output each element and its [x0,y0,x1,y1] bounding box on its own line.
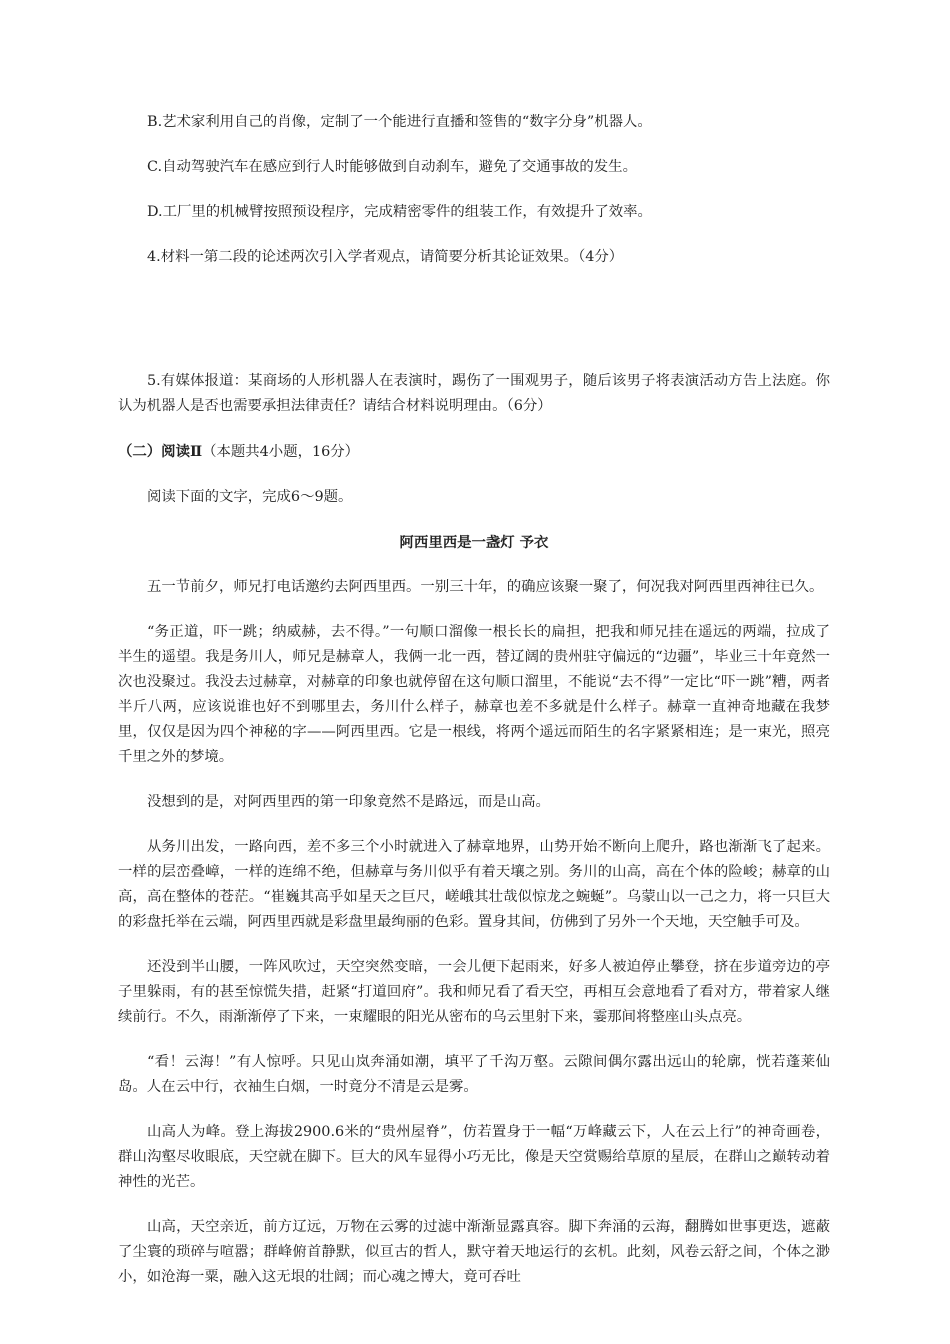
section-note: （本题共4小题，16分） [202,444,360,460]
section-title: （二）阅读Ⅱ [118,443,203,460]
section-heading [118,439,830,465]
article-paragraph: 五一节前夕，师兄打电话邀约去阿西里西。一别三十年，的确应该聚一聚了，何况我对阿西里西神往已久。 [147,579,824,595]
article-paragraph: “看！云海！”有人惊呼。只见山岚奔涌如潮，填平了千沟万壑。云隙间偶尔露出远山的轮廓，恍若蓬莱仙岛。人在云中行，衣袖生白烟，一时竟分不清是云是雾。 [118,1054,830,1095]
answer-space [118,290,830,369]
document-page [118,110,830,1310]
article-paragraph: 还没到半山腰，一阵风吹过，天空突然变暗，一会儿便下起雨来，好多人被迫停止攀登，挤在步道旁边的亭子里躲雨，有的甚至惊慌失措，赶紧“打道回府”。我和师兄看了看天空，再相互会意地看了看对方，带着家人继续前行。不久，雨渐渐停了下来，一束耀眼的阳光从密布的乌云里射下来，霎那间将整座山头点亮。 [118,959,830,1025]
article-paragraph: 山高，天空亲近，前方辽远，万物在云雾的过滤中渐渐显露真容。脚下奔涌的云海，翻腾如世事更迭，遮蔽了尘寰的琐碎与喧嚣；群峰俯首静默，似亘古的哲人，默守着天地运行的玄机。此刻，风卷云舒之间，个体之渺小，如沧海一粟，融入这无垠的壮阔；而心魂之博大，竟可吞吐 [118,1219,830,1285]
article-paragraph: 没想到的是，对阿西里西的第一印象竟然不是路远，而是山高。 [147,794,550,810]
section-instruction: 阅读下面的文字，完成6～9题。 [147,489,353,505]
article-paragraph: 山高人为峰。登上海拔2900.6米的“贵州屋脊”，仿若置身于一幅“万峰藏云下，人在云上行”的神奇画卷，群山沟壑尽收眼底，天空就在脚下。巨大的风车显得小巧无比，像是天空赏赐给草原的星辰，在群山之巅转动着神性的光芒。 [118,1124,830,1190]
option-c: C.自动驾驶汽车在感应到行人时能够做到自动刹车，避免了交通事故的发生。 [147,159,637,175]
question-5: 5.有媒体报道：某商场的人形机器人在表演时，踢伤了一围观男子，随后该男子将表演活动方告上法庭。你认为机器人是否也需要承担法律责任？请结合材料说明理由。（6分） [118,373,830,414]
question-4: 4.材料一第二段的论述两次引入学者观点，请简要分析其论证效果。（4分） [147,249,624,265]
article-paragraph: “务正道，吓一跳；纳威赫，去不得。”一句顺口溜像一根长长的扁担，把我和师兄挂在遥远的两端，拉成了半生的遥望。我是务川人，师兄是赫章人，我俩一北一西，替辽阔的贵州驻守偏远的“边疆”，毕业三十年竟然一次也没聚过。我没去过赫章，对赫章的印象也就停留在这句顺口溜里，不能说“去不得”一定比“吓一跳”糟，两者半斤八两，应该说谁也好不到哪里去，务川什么样子，赫章也差不多就是什么样子。赫章一直神奇地藏在我梦里，仅仅是因为四个神秘的字——阿西里西。它是一根线，将两个遥远而陌生的名字紧紧相连；是一束光，照亮千里之外的梦境。 [118,624,830,765]
option-d: D.工厂里的机械臂按照预设程序，完成精密零件的组装工作，有效提升了效率。 [147,204,652,220]
article-paragraph: 从务川出发，一路向西，差不多三个小时就进入了赫章地界，山势开始不断向上爬升，路也渐渐飞了起来。一样的层峦叠嶂，一样的连绵不绝，但赫章与务川似乎有着天壤之别。务川的山高，高在个体的险峻；赫章的山高，高在整体的苍茫。“崔巍其高乎如星天之巨尺，嵯峨其壮哉似惊龙之蜿蜒”。乌蒙山以一己之力，将一只巨大的彩盘托举在云端，阿西里西就是彩盘里最绚丽的色彩。置身其间，仿佛到了另外一个天地，天空触手可及。 [118,839,830,930]
option-b: B.艺术家利用自己的肖像，定制了一个能进行直播和签售的“数字分身”机器人。 [147,114,652,130]
article-title: 阿西里西是一盏灯 予衣 [399,534,549,551]
